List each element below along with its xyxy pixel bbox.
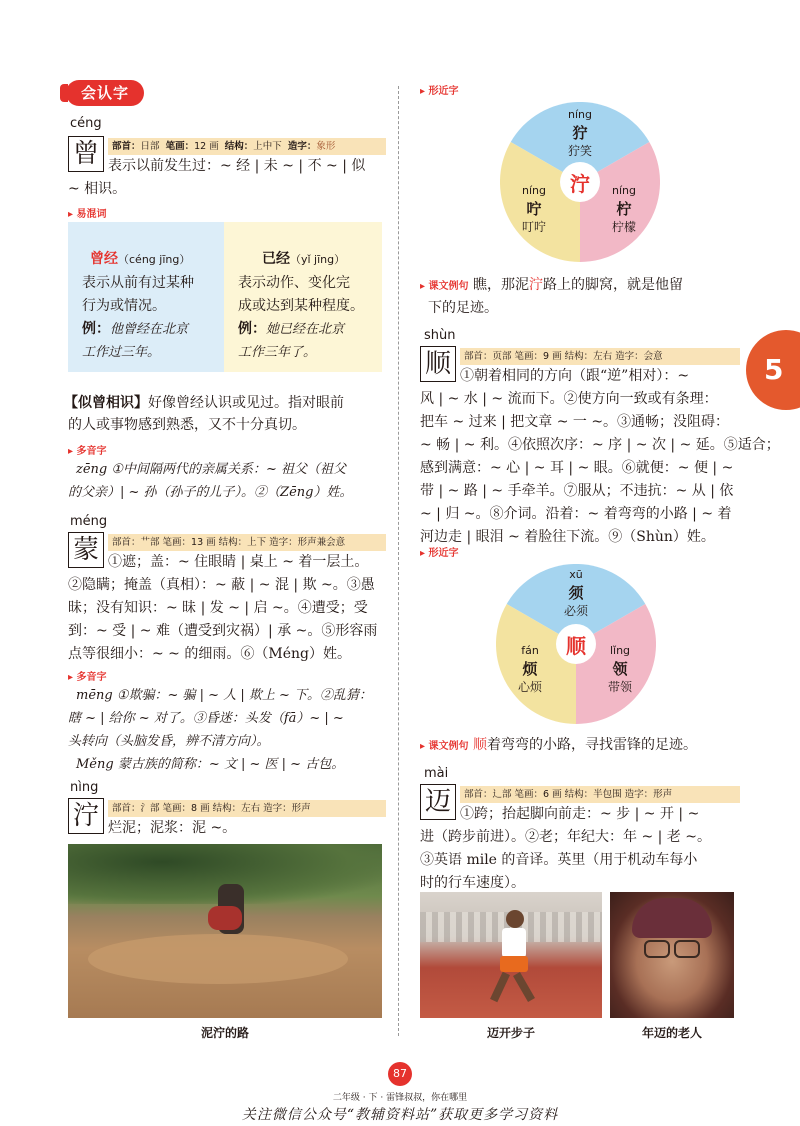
definition-shun-8: 河边走 | 眼泪 ~ 着脸往下流。⑨（Shùn）姓。 [420, 529, 715, 545]
definition-shun-6: 带 | ~ 路 | ~ 手牵羊。⑦服从；不违抗：~ 从 | 依 [420, 483, 734, 499]
definition-meng-3: 昧；没有知识：~ 昧 | 发 ~ | 启 ~。④遭受；受 [68, 600, 368, 616]
char-meta-ceng: 部首：日部 笔画：12 画 结构：上中下 造字：象形 [108, 138, 386, 155]
definition-mai-3: ③英语 mile 的音译。英里（用于机动车每小 [420, 852, 698, 868]
sub-heading-xingjin-2: ▸ 形近字 [420, 544, 459, 559]
definition-mai-2: 进（跨步前进）。②老；年纪大：年 ~ | 老 ~。 [420, 829, 711, 845]
duoyin-meng-1: mēng ①欺骗：~ 骗 | ~ 人 | 欺上 ~ 下。②乱猜： [76, 688, 372, 703]
char-box-ceng: 曾 [68, 136, 104, 172]
column-divider [398, 86, 399, 1036]
example-sentence-2: ▸ 课文例句 顺着弯弯的小路，寻找雷锋的足迹。 [420, 734, 697, 758]
pinyin-ceng: céng [70, 116, 102, 131]
definition-meng-1: ①遮；盖：~ 住眼睛 | 桌上 ~ 着一层土。 [108, 554, 369, 570]
caption-old-woman: 年迈的老人 [641, 1026, 702, 1040]
duoyin-meng-4: Měng 蒙古族的简称：~ 文 | ~ 医 | ~ 古包。 [76, 757, 345, 772]
example-sentence-1: ▸ 课文例句 瞧，那泥泞路上的脚窝，就是他留 [420, 274, 683, 298]
duoyin-meng-2: 瞎 ~ | 给你 ~ 对了。③昏迷：头发（fā）~ | ~ [68, 711, 344, 726]
compare-right-title: 已经（yǐ jīng） [262, 251, 346, 267]
page-number: 87 [388, 1062, 412, 1086]
char-box-mai: 迈 [420, 784, 456, 820]
char-box-meng: 蒙 [68, 532, 104, 568]
compare-left-title: 曾经（céng jīng） [90, 251, 191, 267]
footer-promo: 关注微信公众号“教辅资料站”获取更多学习资料 [241, 1107, 559, 1123]
footer-chapter: 二年级 · 下 · 雷锋叔叔，你在哪里 [332, 1093, 468, 1103]
definition-meng-4: 到：~ 受 | ~ 难（遭受到灾祸）| 承 ~。⑤形容雨 [68, 623, 378, 639]
definition-ceng-2: ~ 相识。 [68, 181, 127, 197]
pinyin-meng: méng [70, 514, 108, 529]
caption-muddy-road: 泥泞的路 [200, 1026, 249, 1040]
definition-mai-1: ①跨；抬起脚向前走：~ 步 | ~ 开 | ~ [460, 806, 700, 822]
char-meta-mai: 部首：辶部 笔画：6 画 结构：半包围 造字：形声 [460, 786, 740, 803]
char-meta-meng: 部首：艹部 笔画：13 画 结构：上下 造字：形声兼会意 [108, 534, 386, 551]
definition-mai-4: 时的行车速度）。 [420, 875, 525, 891]
duoyin-meng-3: 头转向（头脑发昏，辨不清方向）。 [68, 734, 270, 749]
definition-ceng-1: 表示以前发生过：~ 经 | 未 ~ | 不 ~ | 似 [108, 158, 366, 174]
sub-heading-yihunci: ▸ 易混词 [68, 205, 107, 220]
compare-left-body: 表示从前有过某种 行为或情况。 例：他曾经在北京 工作过三年。 [82, 275, 194, 360]
duoyin-zeng-2: 的父亲）| ~ 孙（孙子的儿子）。②（Zēng）姓。 [68, 485, 353, 500]
definition-meng-2: ②隐瞒；掩盖（真相）：~ 蔽 | ~ 混 | 欺 ~。③愚 [68, 577, 375, 593]
runner-photo [420, 892, 602, 1018]
definition-ning: 烂泥；泥浆：泥 ~。 [108, 820, 237, 836]
sub-heading-duoyin-1: ▸ 多音字 [68, 442, 107, 457]
wheel1-labels: 泞 níng 狞 狞笑 níng 咛 叮咛 níng 柠 柠檬 [521, 108, 636, 234]
pinyin-ning: nìng [70, 780, 99, 795]
pinyin-shun: shùn [424, 328, 456, 343]
pinyin-mai: mài [424, 766, 449, 781]
caption-runner: 迈开步子 [486, 1026, 535, 1040]
definition-meng-5: 点等很细小：~ ~ 的细雨。⑥（Méng）姓。 [68, 646, 351, 662]
definition-shun-7: ~ | 归 ~。⑧介词。沿着：~ 着弯弯的小路 | ~ 着 [420, 506, 732, 522]
char-box-ning: 泞 [68, 798, 104, 834]
duoyin-zeng-1: zēng ①中间隔两代的亲属关系：~ 祖父（祖父 [76, 462, 347, 477]
sub-heading-duoyin-2: ▸ 多音字 [68, 668, 107, 683]
sub-heading-xingjin-1: ▸ 形近字 [420, 82, 459, 97]
old-woman-photo [610, 892, 734, 1018]
muddy-road-photo [68, 844, 382, 1018]
char-box-shun: 顺 [420, 346, 456, 382]
idiom-line-2: 的人或事物感到熟悉，又不十分真切。 [68, 417, 306, 433]
definition-shun-3: 把车 ~ 过来 | 把文章 ~ 一 ~。③通畅；没阻碍： [420, 414, 730, 430]
char-meta-shun: 部首：页部 笔画：9 画 结构：左右 造字：会意 [460, 348, 740, 365]
char-meta-ning: 部首：氵部 笔画：8 画 结构：左右 造字：形声 [108, 800, 386, 817]
example-sentence-1-line2: 下的足迹。 [428, 300, 498, 316]
definition-shun-1: ①朝着相同的方向（跟“逆”相对）：~ [460, 368, 690, 384]
wheel2-labels: 顺 xū 须 必须 fán 烦 心烦 lǐng 领 带领 [517, 568, 632, 694]
definition-shun-4: ~ 畅 | ~ 利。④依照次序：~ 序 | ~ 次 | ~ 延。⑤适合； [420, 437, 780, 453]
chapter-tab: 5 [746, 330, 800, 410]
section-badge: 会认字 [66, 80, 144, 106]
definition-shun-5: 感到满意：~ 心 | ~ 耳 | ~ 眼。⑥就便：~ 便 | ~ [420, 460, 734, 476]
compare-right-body: 表示动作、变化完 成或达到某种程度。 例：她已经在北京 工作三年了。 [238, 275, 364, 360]
definition-shun-2: 风 | ~ 水 | ~ 流而下。②使方向一致或有条理： [420, 391, 718, 407]
idiom-line-1: 【似曾相识】好像曾经认识或见过。指对眼前 [64, 395, 344, 411]
